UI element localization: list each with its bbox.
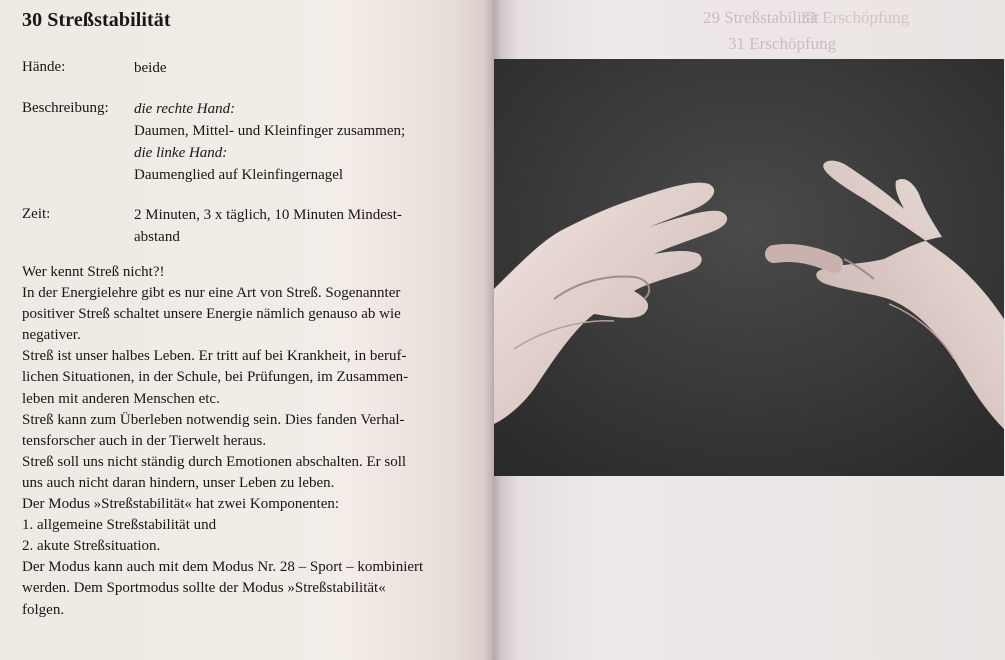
body-line: 1. allgemeine Streßstabilität und — [22, 517, 217, 534]
zeit-label: Zeit: — [22, 206, 51, 222]
left-page — [0, 0, 493, 660]
haende-label: Hände: — [22, 59, 66, 75]
body-line: Streß kann zum Überleben notwendig sein. Dies fanden Verhal- — [22, 411, 405, 428]
body-line: tensforscher auch in der Tierwelt heraus. — [22, 432, 267, 449]
body-line: Der Modus »Streßstabilität« hat zwei Komponenten: — [22, 496, 340, 513]
zeit-line: 2 Minuten, 3 x täglich, 10 Minuten Mindest- — [134, 207, 402, 223]
body-line: uns auch nicht daran hindern, unser Leben zu leben. — [22, 474, 335, 491]
body-line: Streß soll uns nicht ständig durch Emotionen abschalten. Er soll — [22, 453, 407, 470]
body-line: positiver Streß schaltet unsere Energie nämlich genauso ab wie — [22, 306, 401, 323]
body-line: werden. Dem Sportmodus sollte der Modus »Streßstabilität« — [22, 580, 386, 597]
hand-mudra-photo — [494, 59, 1004, 476]
beschreibung-line: Daumenglied auf Kleinfingernagel — [134, 167, 344, 183]
beschreibung-line: Daumen, Mittel- und Kleinfinger zusammen; — [134, 123, 406, 139]
body-text — [22, 262, 448, 621]
body-line: Streß ist unser halbes Leben. Er tritt auf bei Krankheit, in beruf- — [22, 348, 407, 365]
zeit-line: abstand — [134, 229, 180, 245]
body-line: negativer. — [22, 327, 81, 344]
body-line: In der Energielehre gibt es nur eine Art von Streß. Sogenannter — [22, 285, 401, 302]
bleed-through-text-2: 31 Erschöpfung — [728, 34, 837, 53]
beschreibung-line: die rechte Hand: — [134, 101, 236, 117]
beschreibung-label: Beschreibung: — [22, 100, 109, 116]
body-line: folgen. — [22, 601, 65, 618]
beschreibung-value — [134, 98, 454, 186]
body-line: 2. akute Streßsituation. — [22, 538, 161, 555]
body-line: lichen Situationen, in der Schule, bei Prüfungen, im Zusammen- — [22, 369, 409, 386]
haende-value: beide — [134, 60, 167, 76]
beschreibung-line: die linke Hand: — [134, 145, 228, 161]
body-line: Wer kennt Streß nicht?! — [22, 264, 165, 280]
body-line: Der Modus kann auch mit dem Modus Nr. 28 – Sport – kombiniert — [22, 559, 424, 576]
body-line: leben mit anderen Menschen etc. — [22, 390, 220, 407]
bleed-through-text-3: 31 Erschöpfung — [801, 8, 910, 27]
hands-illustration — [494, 59, 1004, 476]
zeit-value — [134, 204, 454, 248]
page-title: 30 Streßstabilität — [22, 9, 171, 31]
bleed-through-text: 29 Streßstabilität — [703, 8, 819, 27]
